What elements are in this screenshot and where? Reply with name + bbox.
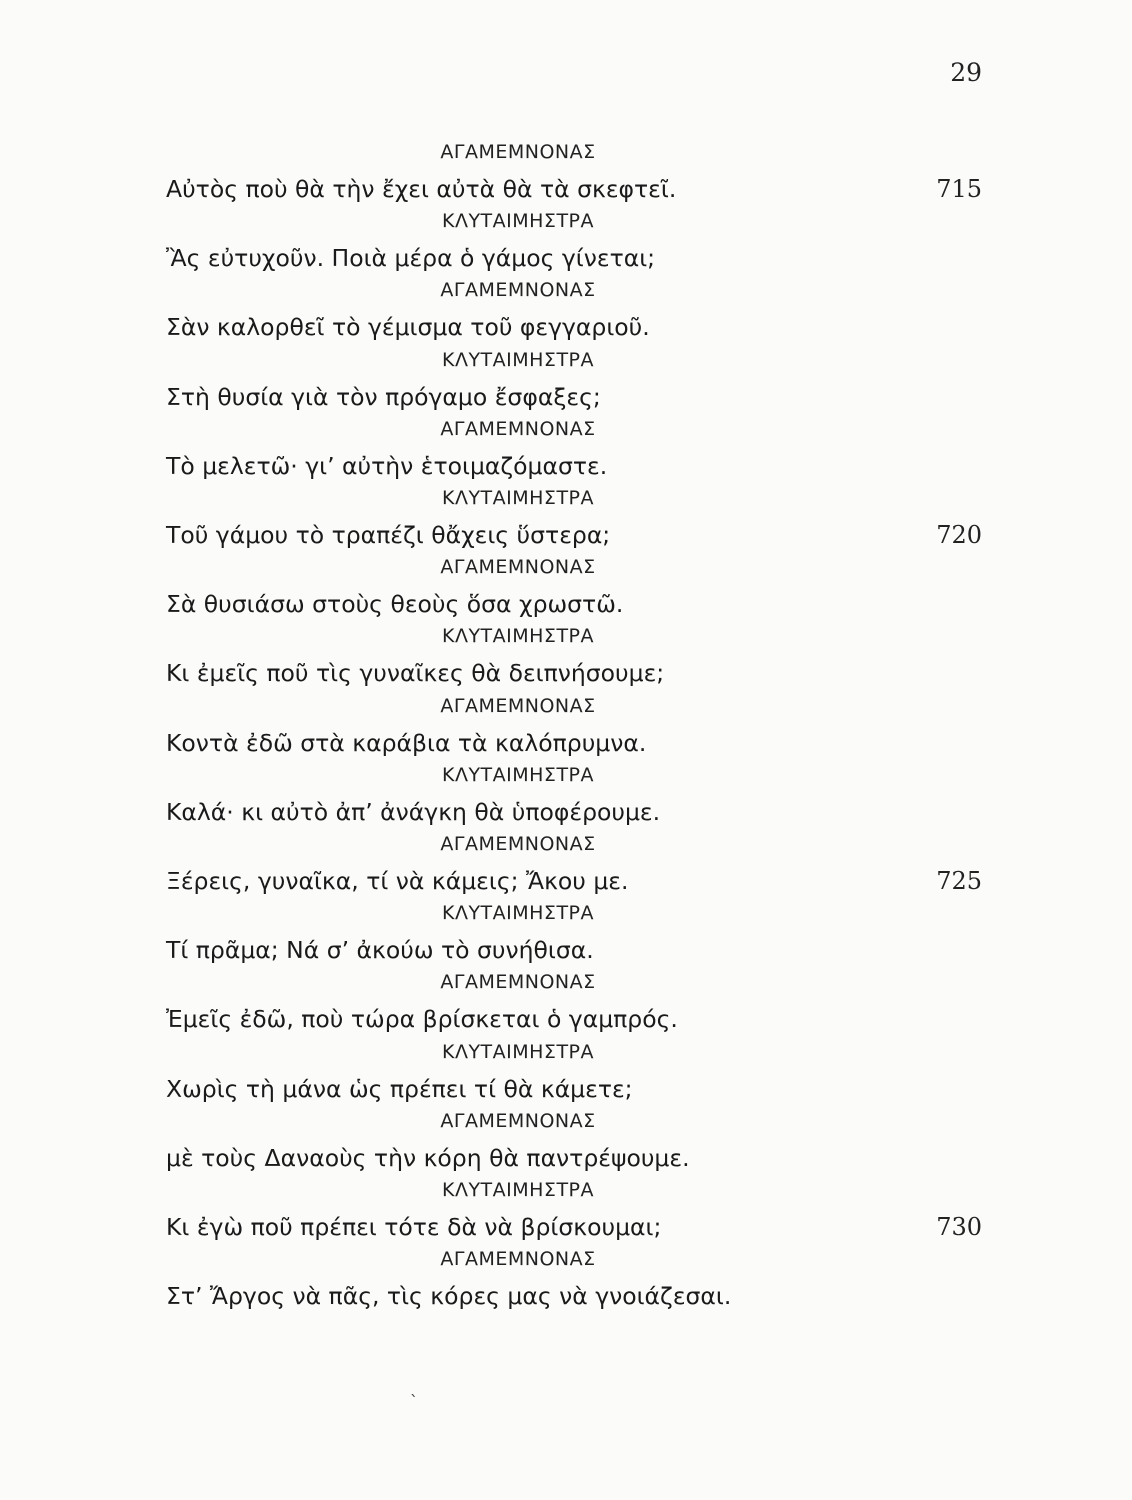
speaker-label: ΑΓΑΜΕΜΝΟΝΑΣ [440,279,596,302]
verse-line-number: 730 [936,1213,982,1241]
stray-mark: ` [410,1392,418,1411]
speaker-label: ΚΛΥΤΑΙΜΗΣΤΡΑ [441,210,595,233]
verse-line: Τί πρᾶμα; Νά σ’ ἀκούω τὸ συνήθισα. [166,936,594,965]
verse-line: Κι ἐγὼ ποῦ πρέπει τότε δὰ νὰ βρίσκουμαι; [166,1213,662,1241]
verse-line-number: 715 [936,175,982,203]
verse-line: Αὐτὸς ποὺ θὰ τὴν ἔχει αὐτὰ θὰ τὰ σκεφτεῖ. [166,175,677,203]
verse-line: Τὸ μελετῶ· γι’ αὐτὴν ἑτοιμαζόμαστε. [166,451,608,480]
verse-line: Σὰ θυσιάσω στοὺς θεοὺς ὅσα χρωστῶ. [166,590,624,619]
speaker-label: ΑΓΑΜΕΜΝΟΝΑΣ [440,1109,596,1132]
verse-line: Χωρὶς τὴ μάνα ὡς πρέπει τί θὰ κάμετε; [166,1074,633,1103]
speaker-label: ΑΓΑΜΕΜΝΟΝΑΣ [440,971,596,994]
speaker-label: ΑΓΑΜΕΜΝΟΝΑΣ [440,1248,596,1271]
verse-line: Στὴ θυσία γιὰ τὸν πρόγαμο ἔσφαξες; [166,382,601,411]
page-number: 29 [950,58,982,87]
speaker-label: ΚΛΥΤΑΙΜΗΣΤΡΑ [441,1040,595,1063]
verse-line: Ἂς εὐτυχοῦν. Ποιὰ μέρα ὁ γάμος γίνεται; [166,244,656,273]
verse-line: Ξέρεις, γυναῖκα, τί νὰ κάμεις; Ἄκου με. [166,867,629,895]
verse-line: Σὰν καλορθεῖ τὸ γέμισμα τοῦ φεγγαριοῦ. [166,313,650,342]
speaker-label: ΚΛΥΤΑΙΜΗΣΤΡΑ [441,1179,595,1201]
speaker-label: ΑΓΑΜΕΜΝΟΝΑΣ [440,833,596,855]
speaker-label: ΚΛΥΤΑΙΜΗΣΤΡΑ [441,763,595,786]
speaker-label: ΑΓΑΜΕΜΝΟΝΑΣ [440,417,596,440]
speaker-label: ΚΛΥΤΑΙΜΗΣΤΡΑ [441,348,595,371]
verse-line: Στ’ Ἄργος νὰ πᾶς, τὶς κόρες μας νὰ γνοιάζεσαι. [166,1282,732,1311]
speaker-label: ΑΓΑΜΕΜΝΟΝΑΣ [440,141,596,163]
verse-line: Ἐμεῖς ἐδῶ, ποὺ τώρα βρίσκεται ὁ γαμπρός. [166,1005,678,1034]
speaker-label: ΑΓΑΜΕΜΝΟΝΑΣ [440,694,596,717]
speaker-label: ΚΛΥΤΑΙΜΗΣΤΡΑ [441,487,595,509]
verse-line: Καλά· κι αὐτὸ ἀπ’ ἀνάγκη θὰ ὑποφέρουμε. [166,797,661,826]
verse-line: Κοντὰ ἐδῶ στὰ καράβια τὰ καλόπρυμνα. [166,728,647,757]
verse-line: Κι ἐμεῖς ποῦ τὶς γυναῖκες θὰ δειπνήσουμε; [166,659,665,688]
verse-line-number: 725 [936,867,982,895]
speaker-label: ΑΓΑΜΕΜΝΟΝΑΣ [440,556,596,579]
speaker-label: ΚΛΥΤΑΙΜΗΣΤΡΑ [441,902,595,925]
verse-line-number: 720 [936,521,982,549]
speaker-label: ΚΛΥΤΑΙΜΗΣΤΡΑ [441,625,595,648]
verse-line: Τοῦ γάμου τὸ τραπέζι θἄχεις ὕστερα; [166,521,611,549]
verse-line: μὲ τοὺς Δαναοὺς τὴν κόρη θὰ παντρέψουμε. [166,1143,690,1172]
